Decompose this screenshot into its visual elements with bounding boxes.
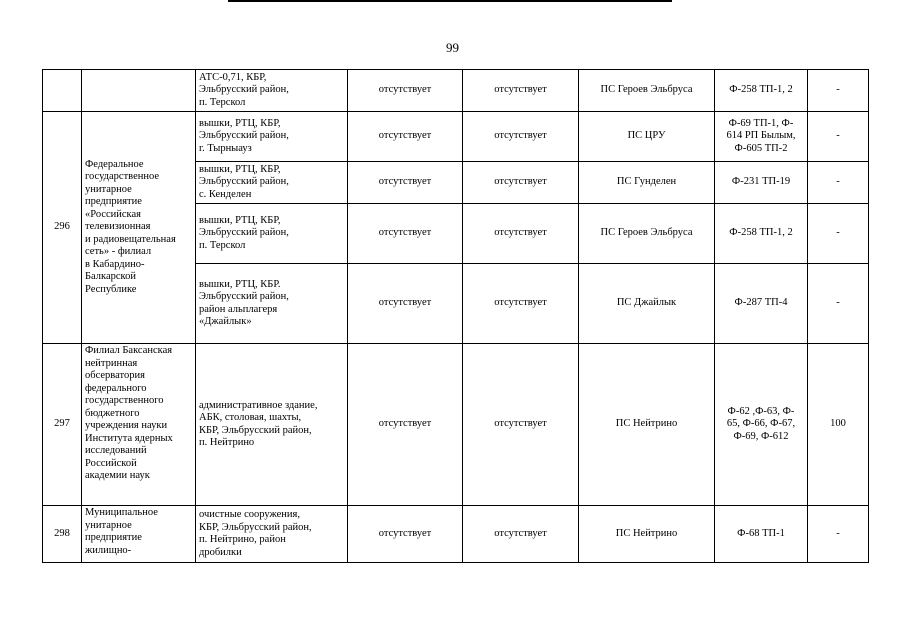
organization-cell	[82, 70, 196, 112]
feeder-cell: Ф-62 ,Ф-63, Ф- 65, Ф-66, Ф-67, Ф-69, Ф-612	[715, 344, 808, 506]
organization-cell: Федеральное государственное унитарное предприятие «Российская телевизионная и радиовещательная сеть» - филиал в Кабардино- Балкарской Республике	[82, 112, 196, 344]
substation-cell: ПС Героев Эльбруса	[579, 70, 715, 112]
status-cell: отсутствует	[348, 204, 463, 264]
row-number-cell: 297	[43, 344, 82, 506]
value-cell: 100	[808, 344, 869, 506]
value-cell: -	[808, 162, 869, 204]
table-row	[43, 70, 869, 112]
page-number: 99	[446, 40, 459, 55]
value-cell: -	[808, 70, 869, 112]
status-cell: отсутствует	[463, 112, 579, 162]
object-cell: административное здание, АБК, столовая, шахты, КБР, Эльбрусский район, п. Нейтрино	[196, 344, 348, 506]
substation-cell: ПС ЦРУ	[579, 112, 715, 162]
organization-cell: Филиал Баксанская нейтринная обсерватория федерального государственного бюджетного учреждения науки Института ядерных исследований Российской академии наук	[82, 344, 196, 506]
object-cell: вышки, РТЦ, КБР, Эльбрусский район, с. Кенделен	[196, 162, 348, 204]
object-cell: вышки, РТЦ, КБР, Эльбрусский район, г. Тырныауз	[196, 112, 348, 162]
data-table	[42, 69, 869, 563]
feeder-cell: Ф-258 ТП-1, 2	[715, 70, 808, 112]
status-cell: отсутствует	[348, 162, 463, 204]
status-cell: отсутствует	[463, 162, 579, 204]
status-cell: отсутствует	[348, 506, 463, 563]
object-cell: вышки, РТЦ, КБР, Эльбрусский район, п. Терскол	[196, 204, 348, 264]
value-cell: -	[808, 204, 869, 264]
feeder-cell: Ф-68 ТП-1	[715, 506, 808, 563]
substation-cell: ПС Героев Эльбруса	[579, 204, 715, 264]
substation-cell: ПС Джайлык	[579, 264, 715, 344]
status-cell: отсутствует	[348, 112, 463, 162]
organization-cell: Муниципальное унитарное предприятие жилищно-	[82, 506, 196, 563]
table-row	[43, 344, 869, 506]
object-cell: АТС-0,71, КБР, Эльбрусский район, п. Терскол	[196, 70, 348, 112]
value-cell: -	[808, 112, 869, 162]
table-row	[43, 112, 869, 162]
header-rule	[228, 0, 672, 2]
feeder-cell: Ф-231 ТП-19	[715, 162, 808, 204]
status-cell: отсутствует	[463, 70, 579, 112]
object-cell: вышки, РТЦ, КБР. Эльбрусский район, район альплагеря «Джайлык»	[196, 264, 348, 344]
status-cell: отсутствует	[463, 204, 579, 264]
value-cell: -	[808, 506, 869, 563]
status-cell: отсутствует	[348, 344, 463, 506]
status-cell: отсутствует	[463, 506, 579, 563]
row-number-cell	[43, 70, 82, 112]
substation-cell: ПС Нейтрино	[579, 506, 715, 563]
feeder-cell: Ф-69 ТП-1, Ф- 614 РП Былым, Ф-605 ТП-2	[715, 112, 808, 162]
row-number-cell: 296	[43, 112, 82, 344]
status-cell: отсутствует	[348, 264, 463, 344]
object-cell: очистные сооружения, КБР, Эльбрусский район, п. Нейтрино, район дробилки	[196, 506, 348, 563]
table-row	[43, 506, 869, 563]
status-cell: отсутствует	[348, 70, 463, 112]
row-number-cell: 298	[43, 506, 82, 563]
status-cell: отсутствует	[463, 264, 579, 344]
feeder-cell: Ф-258 ТП-1, 2	[715, 204, 808, 264]
substation-cell: ПС Нейтрино	[579, 344, 715, 506]
substation-cell: ПС Гунделен	[579, 162, 715, 204]
value-cell: -	[808, 264, 869, 344]
status-cell: отсутствует	[463, 344, 579, 506]
feeder-cell: Ф-287 ТП-4	[715, 264, 808, 344]
